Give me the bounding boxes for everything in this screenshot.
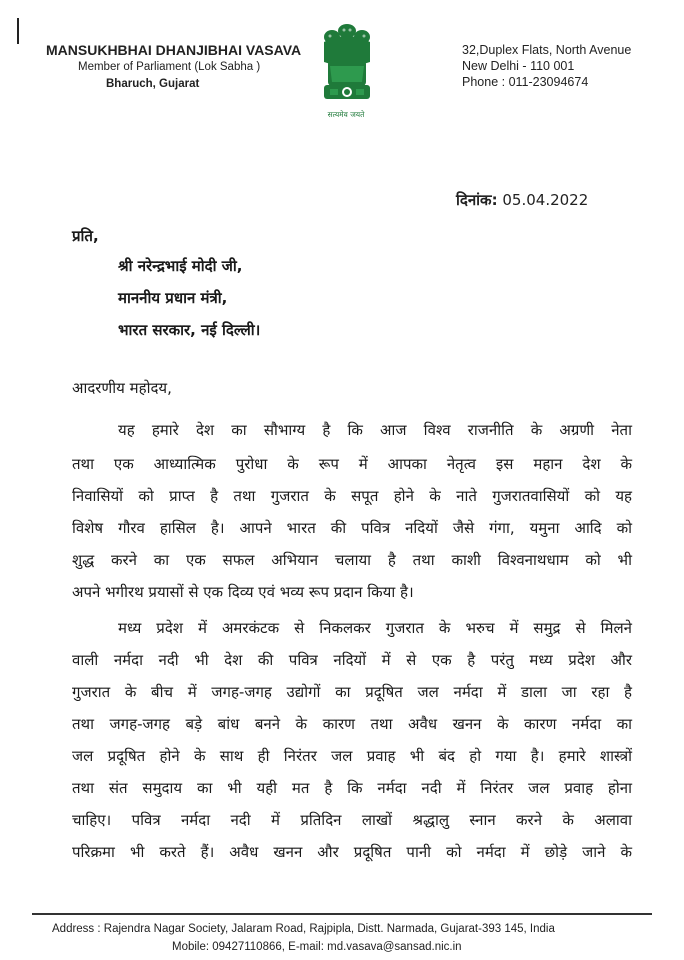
body-line: अपने भगीरथ प्रयासों से एक दिव्य एवं भव्य रूप प्रदान किया है।	[72, 583, 414, 601]
body-line: निवासियों को प्राप्त है तथा गुजरात के सपूत होने के नाते गुजरातवासियों को यह	[72, 487, 632, 505]
body-line: तथा संत समुदाय का भी यही मत है कि नर्मदा नदी में निरंतर जल प्रवाह होना	[72, 779, 632, 797]
body-line: जल प्रदूषित होने के साथ ही निरंतर जल प्रवाह भी बंद हो गया है। हमारे शास्त्रों	[72, 747, 632, 765]
body-line: वाली नर्मदा नदी भी देश की पवित्र नदियों में से एक है परंतु मध्य प्रदेश और	[72, 651, 632, 669]
body-line: शुद्ध करने का एक सफल अभियान चलाया है तथा काशी विश्वनाथधाम को भी	[72, 551, 632, 569]
national-emblem-icon	[318, 22, 376, 114]
to-label: प्रति,	[72, 227, 99, 245]
body-line: विशेष गौरव हासिल है। आपने भारत की पवित्र नदियों जैसे गंगा, यमुना आदि को	[72, 519, 632, 537]
office-phone: Phone : 011-23094674	[462, 75, 589, 89]
letter-date	[456, 190, 588, 210]
recipient-office: भारत सरकार, नई दिल्ली।	[118, 321, 261, 339]
sender-designation: Member of Parliament (Lok Sabha )	[78, 61, 261, 73]
recipient-designation: माननीय प्रधान मंत्री,	[118, 289, 228, 307]
date-label: दिनांक:	[456, 191, 498, 209]
body-line: गुजरात के बीच में जगह-जगह उद्योगों का प्रदूषित जल नर्मदा में डाला जा रहा है	[72, 683, 632, 701]
date-value: 05.04.2022	[502, 191, 589, 209]
emblem-motto: सत्यमेव जयते	[327, 110, 365, 119]
salutation: आदरणीय महोदय,	[72, 379, 172, 397]
recipient-name: श्री नरेन्द्रभाई मोदी जी,	[118, 257, 243, 275]
body-line: यह हमारे देश का सौभाग्य है कि आज विश्व राजनीति के अग्रणी नेता	[118, 421, 632, 439]
page-edge-mark	[17, 18, 19, 44]
office-address-line: New Delhi - 110 001	[462, 59, 575, 73]
body-line: तथा जगह-जगह बड़े बांध बनने के कारण तथा अवैध खनन के कारण नर्मदा का	[72, 715, 632, 733]
office-address	[462, 42, 631, 90]
body-line: चाहिए। पवित्र नर्मदा नदी में प्रतिदिन लाखों श्रद्धालु स्नान करने के अलावा	[72, 811, 632, 829]
office-address-line: 32,Duplex Flats, North Avenue	[462, 43, 632, 57]
body-line: मध्य प्रदेश में अमरकंटक से निकलकर गुजरात के भरुच में समुद्र से मिलने	[118, 619, 632, 637]
sender-name: MANSUKHBHAI DHANJIBHAI VASAVA	[46, 42, 302, 58]
footer-contact: Mobile: 09427110866, E-mail: md.vasava@sansad.nic.in	[172, 941, 462, 953]
body-line: तथा एक आध्यात्मिक पुरोधा के रूप में आपका नेतृत्व इस महान देश के	[72, 455, 632, 473]
footer-divider	[32, 913, 652, 915]
body-line: परिक्रमा भी करते हैं। अवैध खनन और प्रदूषित पानी को नर्मदा में छोड़े जाने के	[72, 843, 632, 861]
footer-address: Address : Rajendra Nagar Society, Jalaram Road, Rajpipla, Distt. Narmada, Gujarat-393 145, India	[52, 923, 555, 935]
sender-constituency: Bharuch, Gujarat	[106, 78, 200, 90]
